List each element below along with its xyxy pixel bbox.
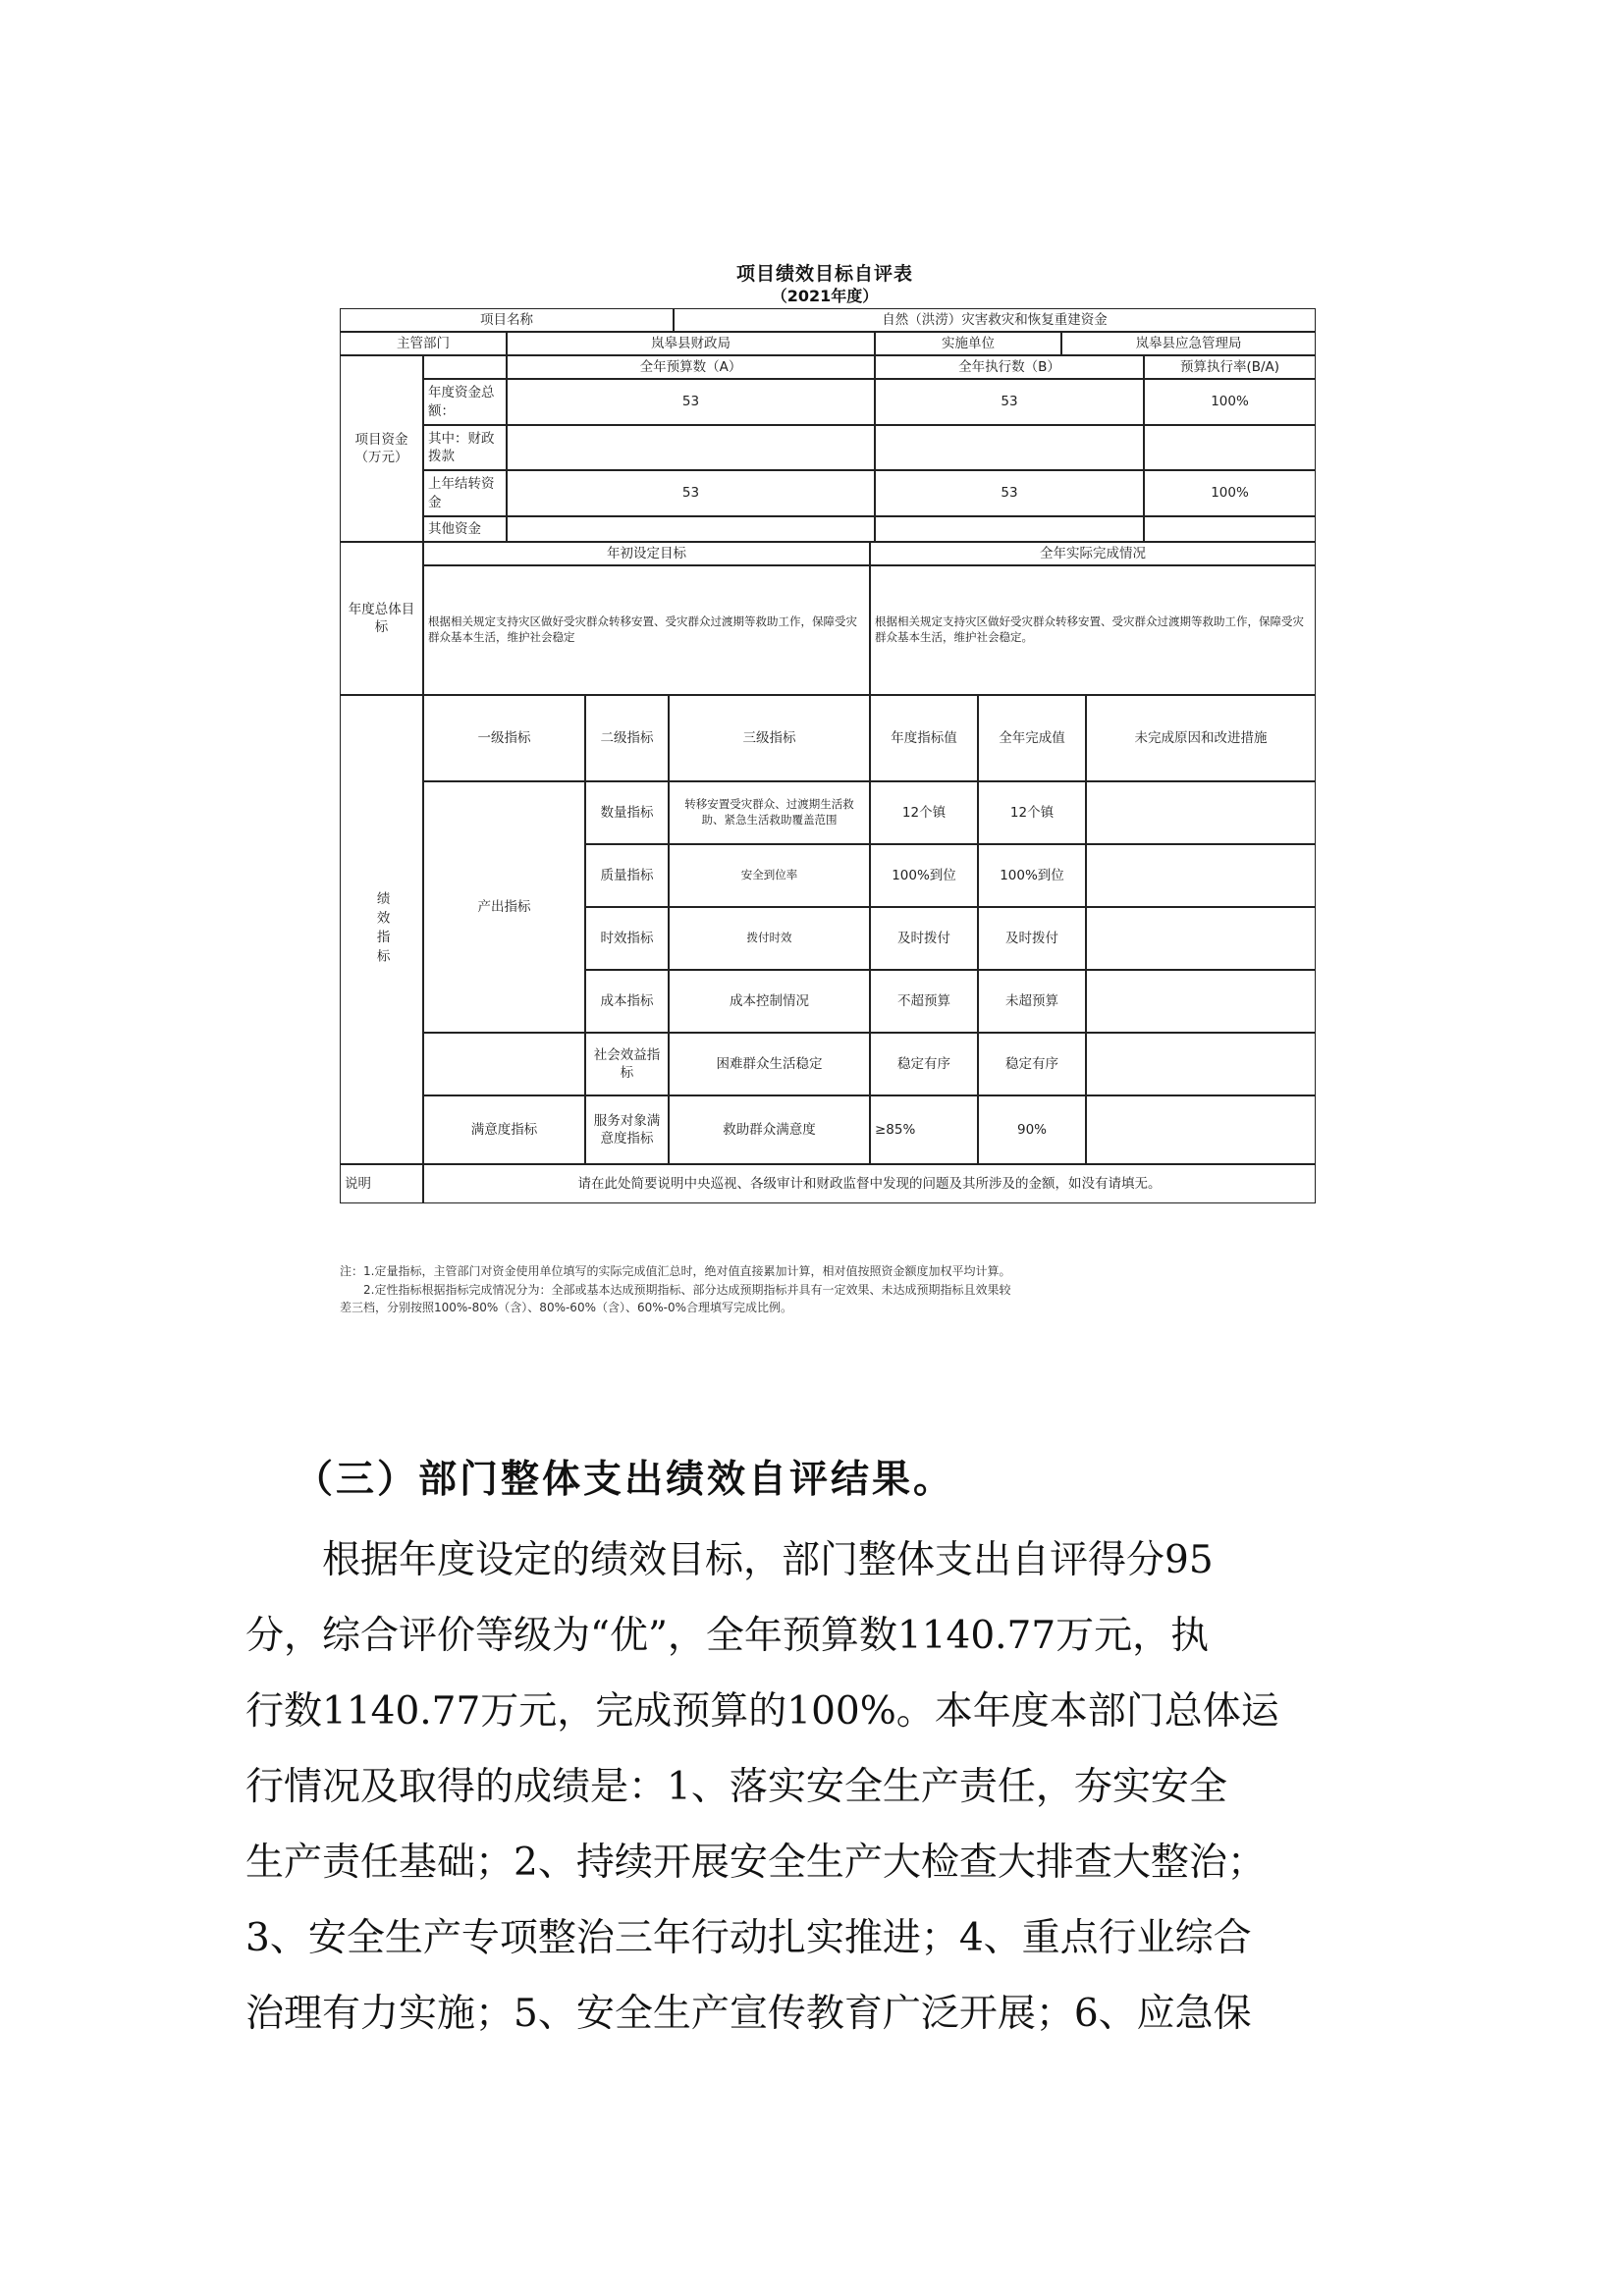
perf-level2: 时效指标 bbox=[585, 907, 669, 970]
fund-row-budget bbox=[507, 516, 875, 542]
fund-row-exec bbox=[875, 516, 1144, 542]
perf-target: 100%到位 bbox=[870, 844, 978, 907]
fund-row-label: 其中：财政拨款 bbox=[423, 425, 507, 470]
fund-row-label: 年度资金总额： bbox=[423, 379, 507, 425]
note-label: 说明 bbox=[340, 1164, 423, 1203]
fund-row-rate bbox=[1144, 516, 1316, 542]
fund-row-rate: 100% bbox=[1144, 470, 1316, 516]
perf-header: 未完成原因和改进措施 bbox=[1086, 695, 1316, 781]
col-rate-header: 预算执行率(B/A) bbox=[1144, 355, 1316, 379]
goal-plan-text: 根据相关规定支持灾区做好受灾群众转移安置、受灾群众过渡期等救助工作，保障受灾群众基本生活，维护社会稳定 bbox=[423, 565, 870, 695]
fund-row-label: 上年结转资金 bbox=[423, 470, 507, 516]
perf-actual: 100%到位 bbox=[978, 844, 1086, 907]
goal-actual-text: 根据相关规定支持灾区做好受灾群众转移安置、受灾群众过渡期等救助工作，保障受灾群众基本生活，维护社会稳定。 bbox=[870, 565, 1316, 695]
perf-level3: 转移安置受灾群众、过渡期生活救助、紧急生活救助覆盖范围 bbox=[669, 781, 870, 844]
perf-header: 二级指标 bbox=[585, 695, 669, 781]
perf-target: ≥85% bbox=[870, 1095, 978, 1164]
impl-value: 岚皋县应急管理局 bbox=[1061, 332, 1316, 355]
fund-row-budget: 53 bbox=[507, 470, 875, 516]
footnote-line: 差三档，分别按照100%-80%（含）、80%-60%（含）、60%-0%合理填写完成比例。 bbox=[340, 1301, 793, 1315]
body-line: 治理有力实施；5、安全生产宣传教育广泛开展；6、应急保 bbox=[245, 1992, 1252, 2036]
table-footnotes bbox=[340, 1262, 1322, 1317]
footnote-line: 注：1.定量指标，主管部门对资金使用单位填写的实际完成值汇总时，绝对值直接累加计算，相对值按照资金额度加权平均计算。 bbox=[340, 1264, 1011, 1278]
fund-row-budget: 53 bbox=[507, 379, 875, 425]
col-exec-header: 全年执行数（B） bbox=[875, 355, 1144, 379]
body-paragraph bbox=[245, 1522, 1394, 2052]
dept-value: 岚皋县财政局 bbox=[507, 332, 875, 355]
perf-actual: 12个镇 bbox=[978, 781, 1086, 844]
perf-actual: 及时拨付 bbox=[978, 907, 1086, 970]
perf-target: 不超预算 bbox=[870, 970, 978, 1033]
evaluation-table bbox=[340, 308, 1316, 1208]
perf-level3: 拨付时效 bbox=[669, 907, 870, 970]
table-year: （2021年度） bbox=[771, 287, 879, 305]
impl-label: 实施单位 bbox=[875, 332, 1061, 355]
perf-reason bbox=[1086, 781, 1316, 844]
body-line: 生产责任基础；2、持续开展安全生产大检查大排查大整治； bbox=[245, 1841, 1266, 1885]
perf-level2: 成本指标 bbox=[585, 970, 669, 1033]
satisfaction-indicator-label: 满意度指标 bbox=[423, 1095, 585, 1164]
perf-header: 年度指标值 bbox=[870, 695, 978, 781]
goal-label: 年度总体目标 bbox=[340, 542, 423, 695]
dept-label: 主管部门 bbox=[340, 332, 507, 355]
perf-level3: 成本控制情况 bbox=[669, 970, 870, 1033]
perf-label: 绩效指标 bbox=[340, 695, 423, 1164]
goal-plan-header: 年初设定目标 bbox=[423, 542, 870, 565]
body-line: 行数1140.77万元，完成预算的100%。本年度本部门总体运 bbox=[245, 1689, 1279, 1734]
fund-row-label: 其他资金 bbox=[423, 516, 507, 542]
perf-level3: 救助群众满意度 bbox=[669, 1095, 870, 1164]
perf-level3: 安全到位率 bbox=[669, 844, 870, 907]
perf-level3: 困难群众生活稳定 bbox=[669, 1033, 870, 1095]
perf-target: 稳定有序 bbox=[870, 1033, 978, 1095]
perf-header: 一级指标 bbox=[423, 695, 585, 781]
project-name-value: 自然（洪涝）灾害救灾和恢复重建资金 bbox=[674, 308, 1316, 332]
output-indicator-label: 产出指标 bbox=[423, 781, 585, 1033]
fund-row-exec: 53 bbox=[875, 470, 1144, 516]
perf-level2: 数量指标 bbox=[585, 781, 669, 844]
perf-reason bbox=[1086, 907, 1316, 970]
perf-level2: 服务对象满意度指标 bbox=[585, 1095, 669, 1164]
perf-target: 12个镇 bbox=[870, 781, 978, 844]
fund-row-rate: 100% bbox=[1144, 379, 1316, 425]
perf-actual: 未超预算 bbox=[978, 970, 1086, 1033]
fund-row-budget bbox=[507, 425, 875, 470]
body-line: 3、安全生产专项整治三年行动扎实推进；4、重点行业综合 bbox=[245, 1916, 1252, 1960]
col-budget-header: 全年预算数（A） bbox=[507, 355, 875, 379]
perf-level1-blank bbox=[423, 1033, 585, 1095]
perf-level2: 社会效益指标 bbox=[585, 1033, 669, 1095]
perf-reason bbox=[1086, 1095, 1316, 1164]
fund-row-exec bbox=[875, 425, 1144, 470]
body-line: 分，综合评价等级为“优”，全年预算数1140.77万元，执 bbox=[245, 1614, 1210, 1658]
body-line: 行情况及取得的成绩是：1、落实安全生产责任，夯实安全 bbox=[245, 1765, 1227, 1809]
perf-level2: 质量指标 bbox=[585, 844, 669, 907]
funds-label: 项目资金（万元） bbox=[340, 355, 423, 542]
section-heading: （三）部门整体支出绩效自评结果。 bbox=[295, 1457, 955, 1502]
perf-actual: 90% bbox=[978, 1095, 1086, 1164]
perf-header: 全年完成值 bbox=[978, 695, 1086, 781]
perf-actual: 稳定有序 bbox=[978, 1033, 1086, 1095]
table-title: 项目绩效目标自评表 bbox=[735, 263, 913, 285]
footnote-line: 2.定性指标根据指标完成情况分为：全部或基本达成预期指标、部分达成预期指标并具有一定效果、未达成预期指标且效果较 bbox=[340, 1282, 1011, 1297]
perf-header: 三级指标 bbox=[669, 695, 870, 781]
perf-reason bbox=[1086, 970, 1316, 1033]
note-text: 请在此处简要说明中央巡视、各级审计和财政监督中发现的问题及其所涉及的金额，如没有请填无。 bbox=[423, 1164, 1316, 1203]
perf-target: 及时拨付 bbox=[870, 907, 978, 970]
fund-row-exec: 53 bbox=[875, 379, 1144, 425]
body-line: 根据年度设定的绩效目标，部门整体支出自评得分95 bbox=[245, 1538, 1214, 1582]
goal-actual-header: 全年实际完成情况 bbox=[870, 542, 1316, 565]
project-name-label: 项目名称 bbox=[340, 308, 674, 332]
perf-reason bbox=[1086, 1033, 1316, 1095]
perf-reason bbox=[1086, 844, 1316, 907]
fund-row-rate bbox=[1144, 425, 1316, 470]
funds-header-blank bbox=[423, 355, 507, 379]
